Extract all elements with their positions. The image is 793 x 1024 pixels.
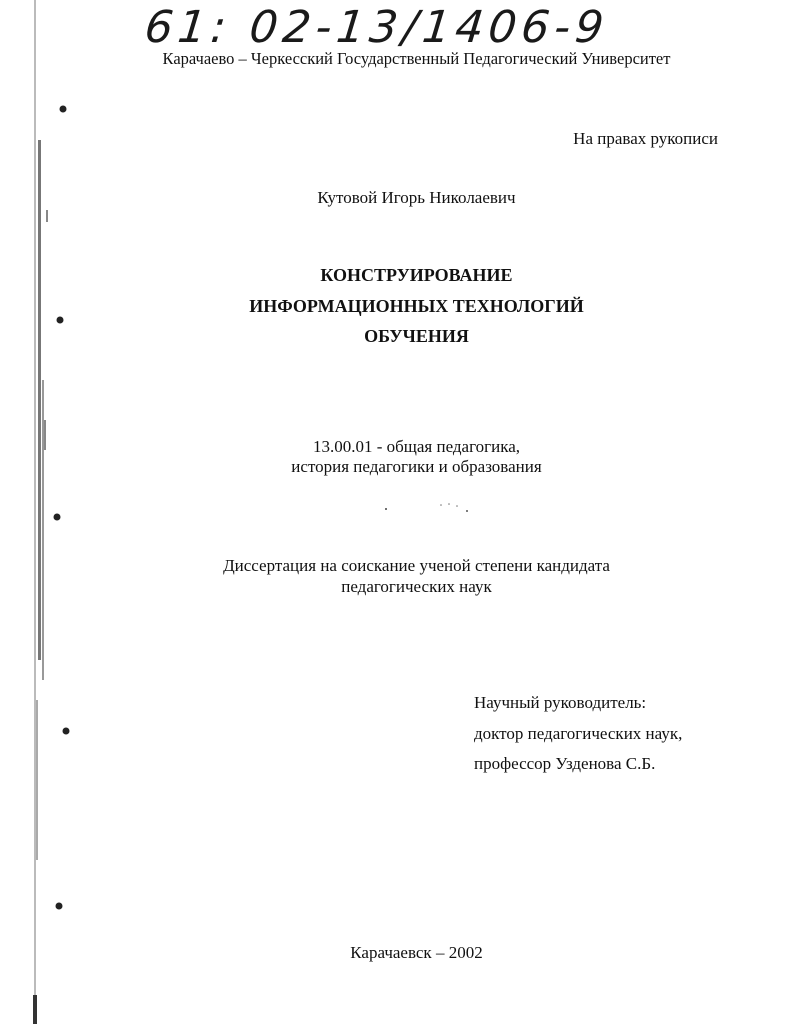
title-line-1: КОНСТРУИРОВАНИЕ bbox=[320, 265, 513, 285]
title-line-3: ОБУЧЕНИЯ bbox=[364, 326, 469, 346]
title-line-2: ИНФОРМАЦИОННЫХ ТЕХНОЛОГИЙ bbox=[249, 296, 584, 316]
author-name: Кутовой Игорь Николаевич bbox=[317, 188, 516, 207]
city-year: Карачаевск – 2002 bbox=[350, 943, 483, 962]
dissertation-line-2: педагогических наук bbox=[341, 577, 492, 596]
specialty-code-line: 13.00.01 - общая педагогика, bbox=[312, 437, 521, 456]
dissertation-line-1: Диссертация на соискание ученой степени кандидата bbox=[223, 556, 610, 575]
scan-margin-artifacts bbox=[0, 0, 80, 1024]
supervisor-name: профессор Узденова С.Б. bbox=[474, 754, 656, 773]
handwritten-archive-number: 61: 02-13/1406-9 bbox=[142, 2, 612, 53]
supervisor-degree: доктор педагогических наук, bbox=[474, 724, 683, 743]
manuscript-rights-label: На правах рукописи bbox=[573, 129, 718, 148]
university-name: Карачаево – Черкесский Государственный Педагогический Университет bbox=[162, 49, 671, 68]
scan-specks bbox=[383, 497, 483, 517]
specialty-name-line: история педагогики и образования bbox=[291, 457, 542, 476]
supervisor-label: Научный руководитель: bbox=[474, 693, 647, 712]
